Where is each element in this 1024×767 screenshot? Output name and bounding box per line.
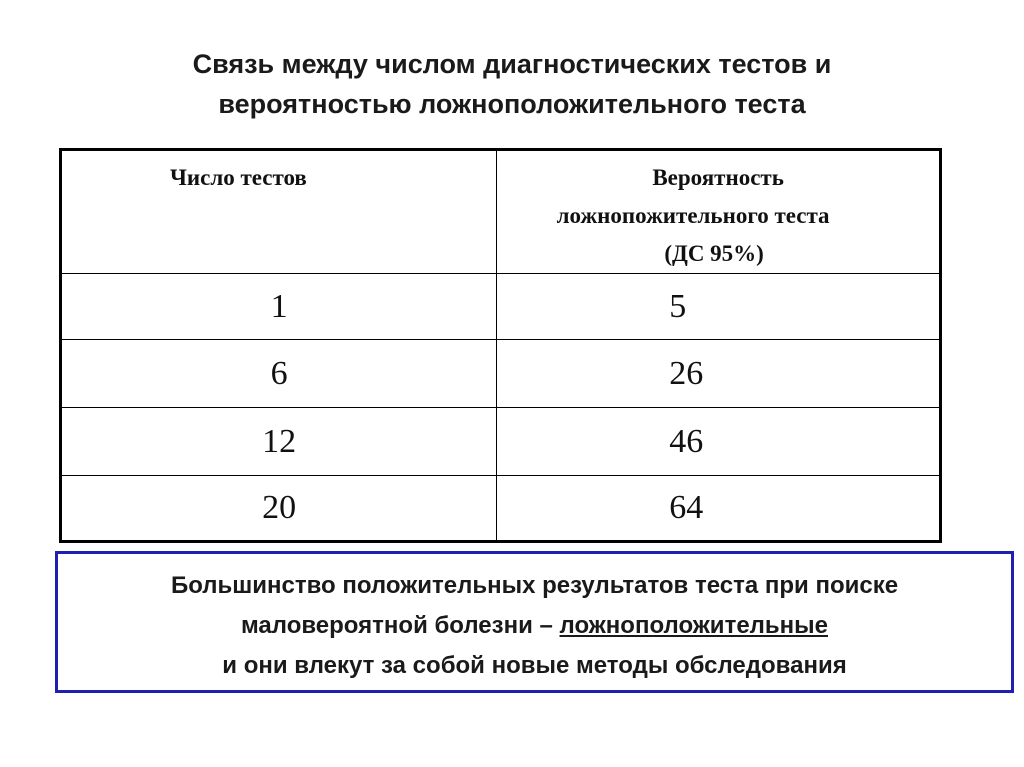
note-line-1: Большинство положительных результатов теста при поиске	[170, 572, 899, 599]
note-line-3: и они влекут за собой новые методы обследования	[222, 652, 847, 679]
table-row	[61, 476, 941, 542]
tests-probability-table	[59, 148, 942, 543]
slide-title	[0, 44, 1024, 124]
cell-probability: 5	[497, 274, 941, 340]
slide-title-line-2: вероятностью ложноположительного теста	[218, 89, 806, 119]
header-number-of-tests-label: Число тестов	[170, 165, 307, 190]
table-row	[61, 274, 941, 340]
note-line-2-prefix: маловероятной болезни –	[240, 612, 560, 639]
table-row	[61, 408, 941, 476]
header-probability-line-3: (ДС 95%)	[664, 241, 764, 266]
cell-probability: 26	[497, 340, 941, 408]
cell-tests: 1	[61, 274, 497, 340]
slide-title-line-1: Связь между числом диагностических тестов и	[192, 49, 832, 79]
header-number-of-tests	[61, 150, 497, 274]
conclusion-note-box	[55, 551, 1014, 693]
cell-probability: 64	[497, 476, 941, 542]
cell-tests: 12	[61, 408, 497, 476]
header-probability-line-2: ложнопожительного теста	[556, 203, 830, 228]
cell-tests: 20	[61, 476, 497, 542]
header-probability-line-1: Вероятность	[652, 165, 784, 190]
table-row	[61, 340, 941, 408]
note-line-2	[58, 606, 1011, 646]
header-probability	[497, 150, 941, 274]
cell-probability: 46	[497, 408, 941, 476]
cell-tests: 6	[61, 340, 497, 408]
table-header-row	[61, 150, 941, 274]
note-underlined-term: ложноположительные	[559, 612, 829, 639]
